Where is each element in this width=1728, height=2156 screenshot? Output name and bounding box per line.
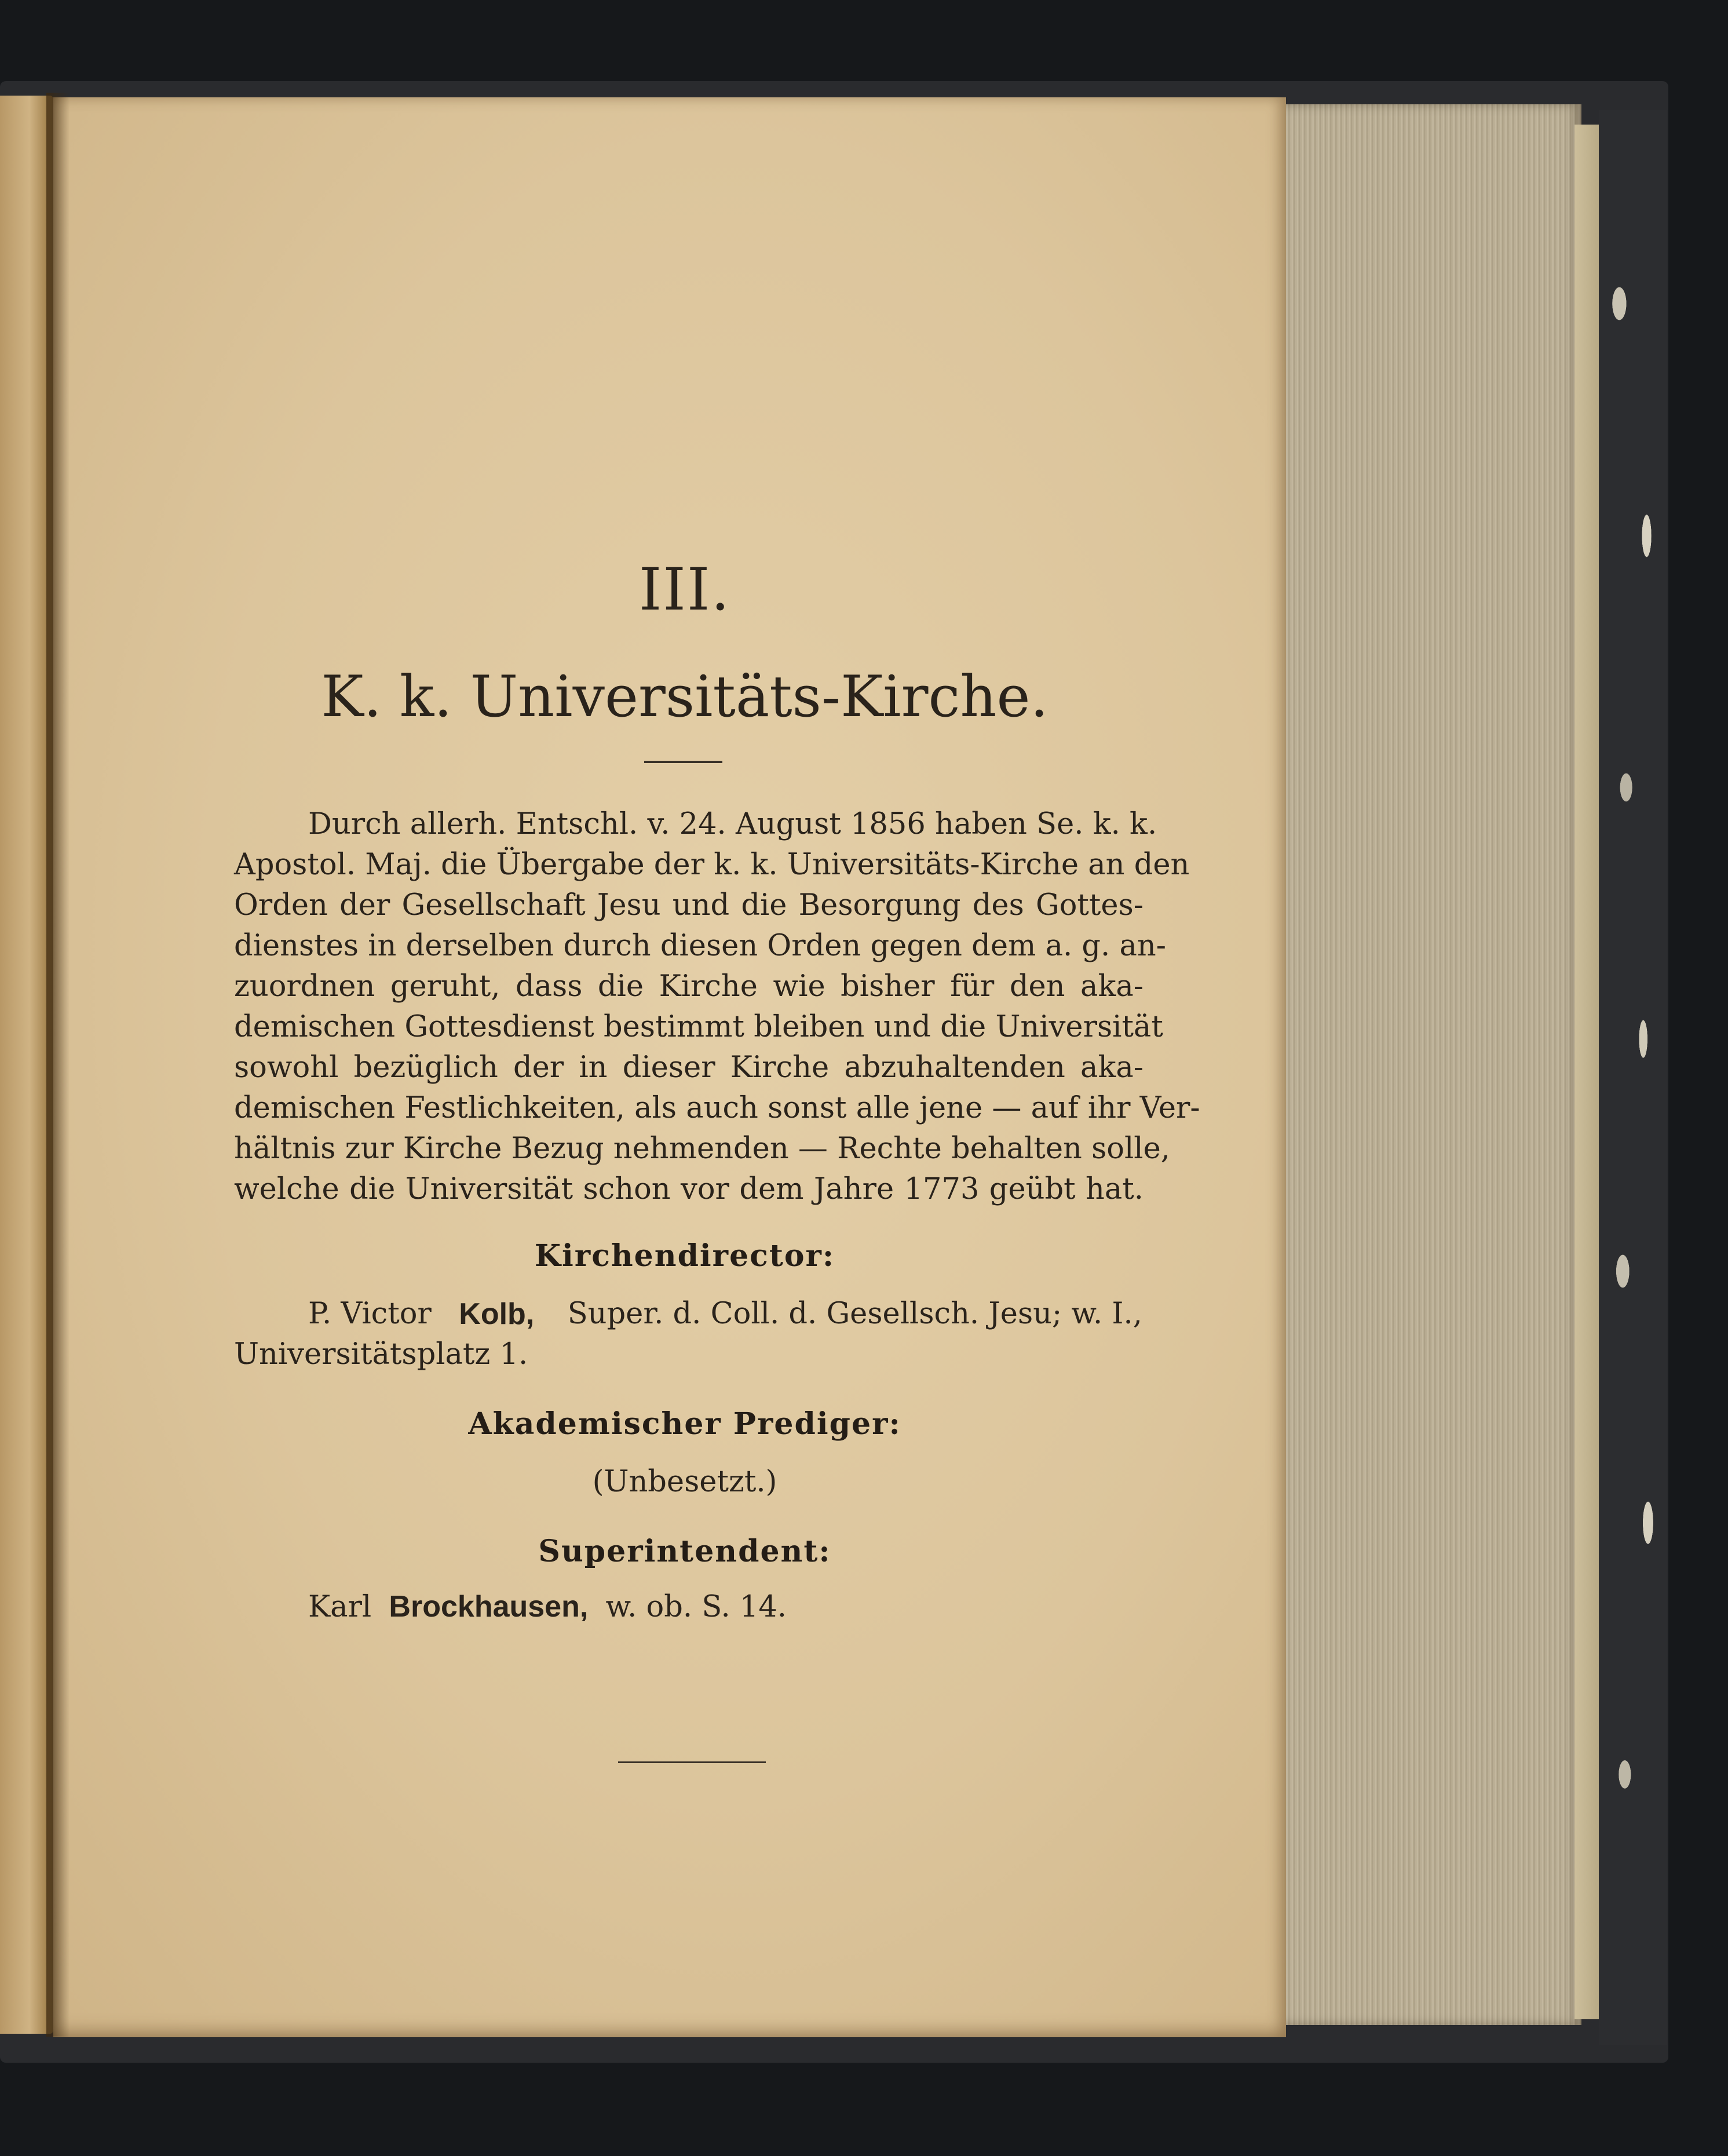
- closing-divider: [618, 1761, 766, 1763]
- marbled-cover-edge: [1599, 110, 1667, 2045]
- paragraph-line: sowohl bezüglich der in dieser Kirche abzuhaltenden aka-: [234, 1050, 1144, 1085]
- paragraph-line: Apostol. Maj. die Übergabe der k. k. Universitäts-Kirche an den: [234, 848, 1190, 882]
- paragraph-line: hältnis zur Kirche Bezug nehmenden — Rechte behalten solle,: [234, 1132, 1170, 1166]
- superintendent-prefix: Karl: [308, 1590, 372, 1624]
- left-page-edge: [0, 96, 53, 2034]
- superintendent-heading: Superintendent:: [538, 1534, 831, 1569]
- superintendent-entry: [308, 1586, 787, 1628]
- director-entry: [308, 1294, 1142, 1334]
- chapter-title: K. k. Universitäts-Kirche.: [321, 664, 1049, 730]
- chapter-number: III.: [638, 556, 731, 623]
- director-address: Universitätsplatz 1.: [234, 1337, 528, 1371]
- superintendent-details: w. ob. S. 14.: [605, 1590, 787, 1624]
- preacher-heading: Akademischer Prediger:: [468, 1406, 901, 1442]
- paragraph-line: Orden der Gesellschaft Jesu und die Besorgung des Gottes-: [234, 888, 1144, 922]
- director-prefix: P. Victor: [308, 1297, 432, 1331]
- director-details: Super. d. Coll. d. Gesellsch. Jesu; w. I.,: [567, 1297, 1142, 1331]
- preacher-value: (Unbesetzt.): [592, 1465, 777, 1499]
- paragraph-line: zuordnen geruht, dass die Kirche wie bisher für den aka-: [234, 969, 1144, 1004]
- intro-paragraph: [234, 804, 1200, 1210]
- gutter-shadow: [46, 93, 70, 2037]
- paragraph-line: demischen Festlichkeiten, als auch sonst alle jene — auf ihr Ver-: [234, 1091, 1200, 1125]
- paragraph-line: welche die Universität schon vor dem Jahre 1773 geübt hat.: [234, 1172, 1144, 1206]
- paragraph-line: demischen Gottesdienst bestimmt bleiben und die Universität: [234, 1010, 1163, 1044]
- title-divider: [644, 761, 722, 763]
- page-block-edges: [1280, 104, 1581, 2025]
- book-page: [53, 97, 1286, 2037]
- page-block-outer-edge: [1574, 125, 1599, 2019]
- director-heading: Kirchendirector:: [534, 1238, 835, 1274]
- director-surname: Kolb,: [459, 1297, 535, 1331]
- paragraph-line: Durch allerh. Entschl. v. 24. August 1856 haben Se. k. k.: [308, 807, 1157, 841]
- superintendent-surname: Brockhausen,: [389, 1590, 589, 1624]
- paragraph-line: dienstes in derselben durch diesen Orden gegen dem a. g. an-: [234, 929, 1166, 963]
